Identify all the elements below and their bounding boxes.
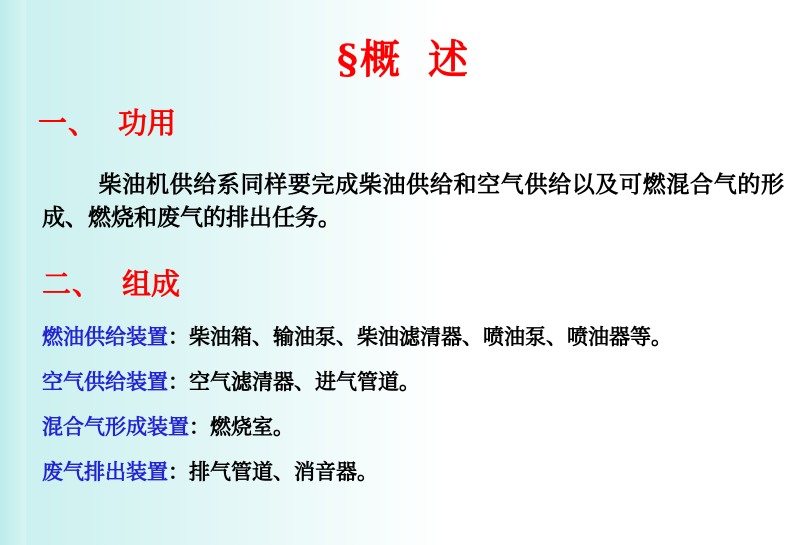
slide-title-char-2: 述 <box>427 36 470 83</box>
heading-two-number: 二、 <box>42 267 103 301</box>
heading-two <box>42 262 180 303</box>
slide-title <box>0 28 807 85</box>
body-paragraph <box>42 168 784 234</box>
list-item-value: ：空气滤清器、进气管道。 <box>168 369 420 394</box>
list-item-value: ：燃烧室。 <box>189 414 294 439</box>
paragraph-text: 柴油机供给系同样要完成柴油供给和空气供给以及可燃混合气的形成、燃烧和废气的排出任务。 <box>42 171 784 231</box>
heading-one-number: 一、 <box>38 106 99 140</box>
component-list <box>42 324 787 504</box>
list-item-label: 混合气形成装置 <box>42 414 189 439</box>
list-item-label: 空气供给装置 <box>42 369 168 394</box>
heading-one <box>38 101 176 142</box>
list-item <box>42 459 787 485</box>
heading-two-text: 组成 <box>122 267 181 301</box>
list-item-value: ：柴油箱、输油泵、柴油滤清器、喷油泵、喷油器等。 <box>168 324 672 349</box>
section-symbol: § <box>337 36 360 83</box>
list-item-label: 废气排出装置 <box>42 459 168 484</box>
list-item-label: 燃油供给装置 <box>42 324 168 349</box>
list-item-value: ：排气管道、消音器。 <box>168 459 378 484</box>
list-item <box>42 369 787 395</box>
list-item <box>42 324 787 350</box>
heading-one-text: 功用 <box>118 106 177 140</box>
slide-title-char-1: 概 <box>359 36 402 83</box>
list-item <box>42 414 787 440</box>
